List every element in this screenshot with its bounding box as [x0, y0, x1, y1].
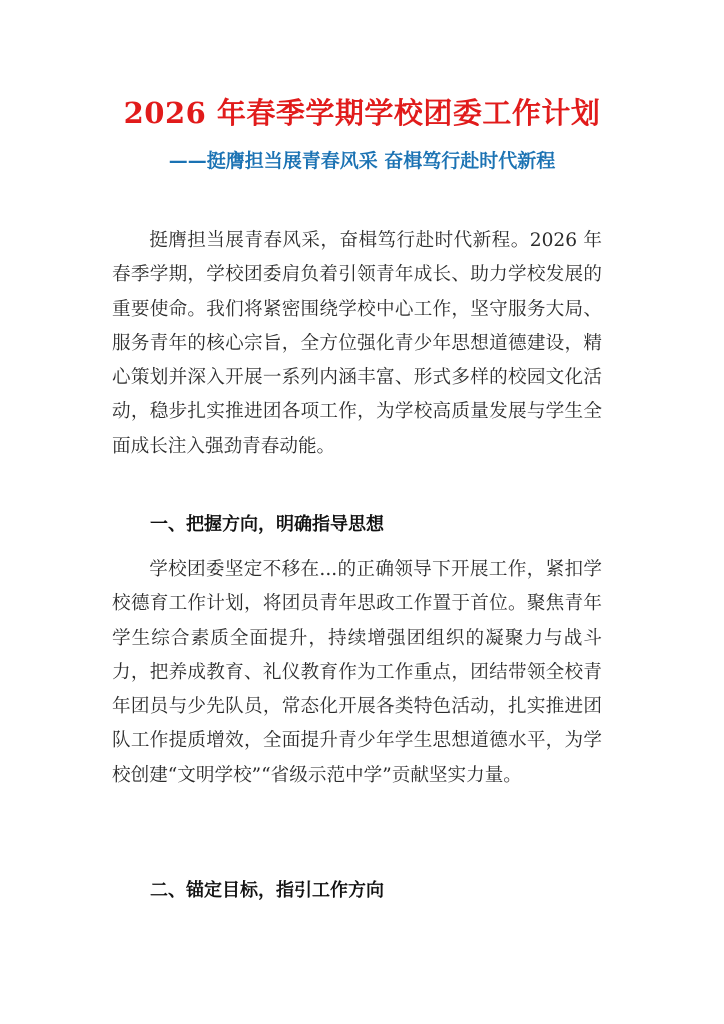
section-heading-2: 二、锚定目标，指引工作方向	[150, 880, 384, 901]
document-title: 2026 年春季学期学校团委工作计划	[123, 96, 601, 130]
document-subtitle: ——挺膺担当展青春风采 奋楫笃行赴时代新程	[168, 150, 556, 172]
section-heading-1: 一、把握方向，明确指导思想	[150, 514, 384, 535]
intro-paragraph: 挺膺担当展青春风采，奋楫笃行赴时代新程。2026 年春季学期，学校团委肩负着引领青年成长、助力学校发展的重要使命。我们将紧密围绕学校中心工作，坚守服务大局、服务青年的核心宗旨，全方位强化青少年思想道德建设，精心策划并深入开展一系列内涵丰富、形式多样的校园文化活动，稳步扎实推进团各项工作，为学校高质量发展与学生全面成长注入强劲青春动能。	[112, 230, 602, 457]
section-paragraph-1: 学校团委坚定不移在...的正确领导下开展工作，紧扣学校德育工作计划，将团员青年思政工作置于首位。聚焦青年学生综合素质全面提升，持续增强团组织的凝聚力与战斗力，把养成教育、礼仪教育作为工作重点，团结带领全校青年团员与少先队员，常态化开展各类特色活动，扎实推进团队工作提质增效，全面提升青少年学生思想道德水平，为学校创建“文明学校”“省级示范中学”贡献坚实力量。	[112, 559, 602, 786]
